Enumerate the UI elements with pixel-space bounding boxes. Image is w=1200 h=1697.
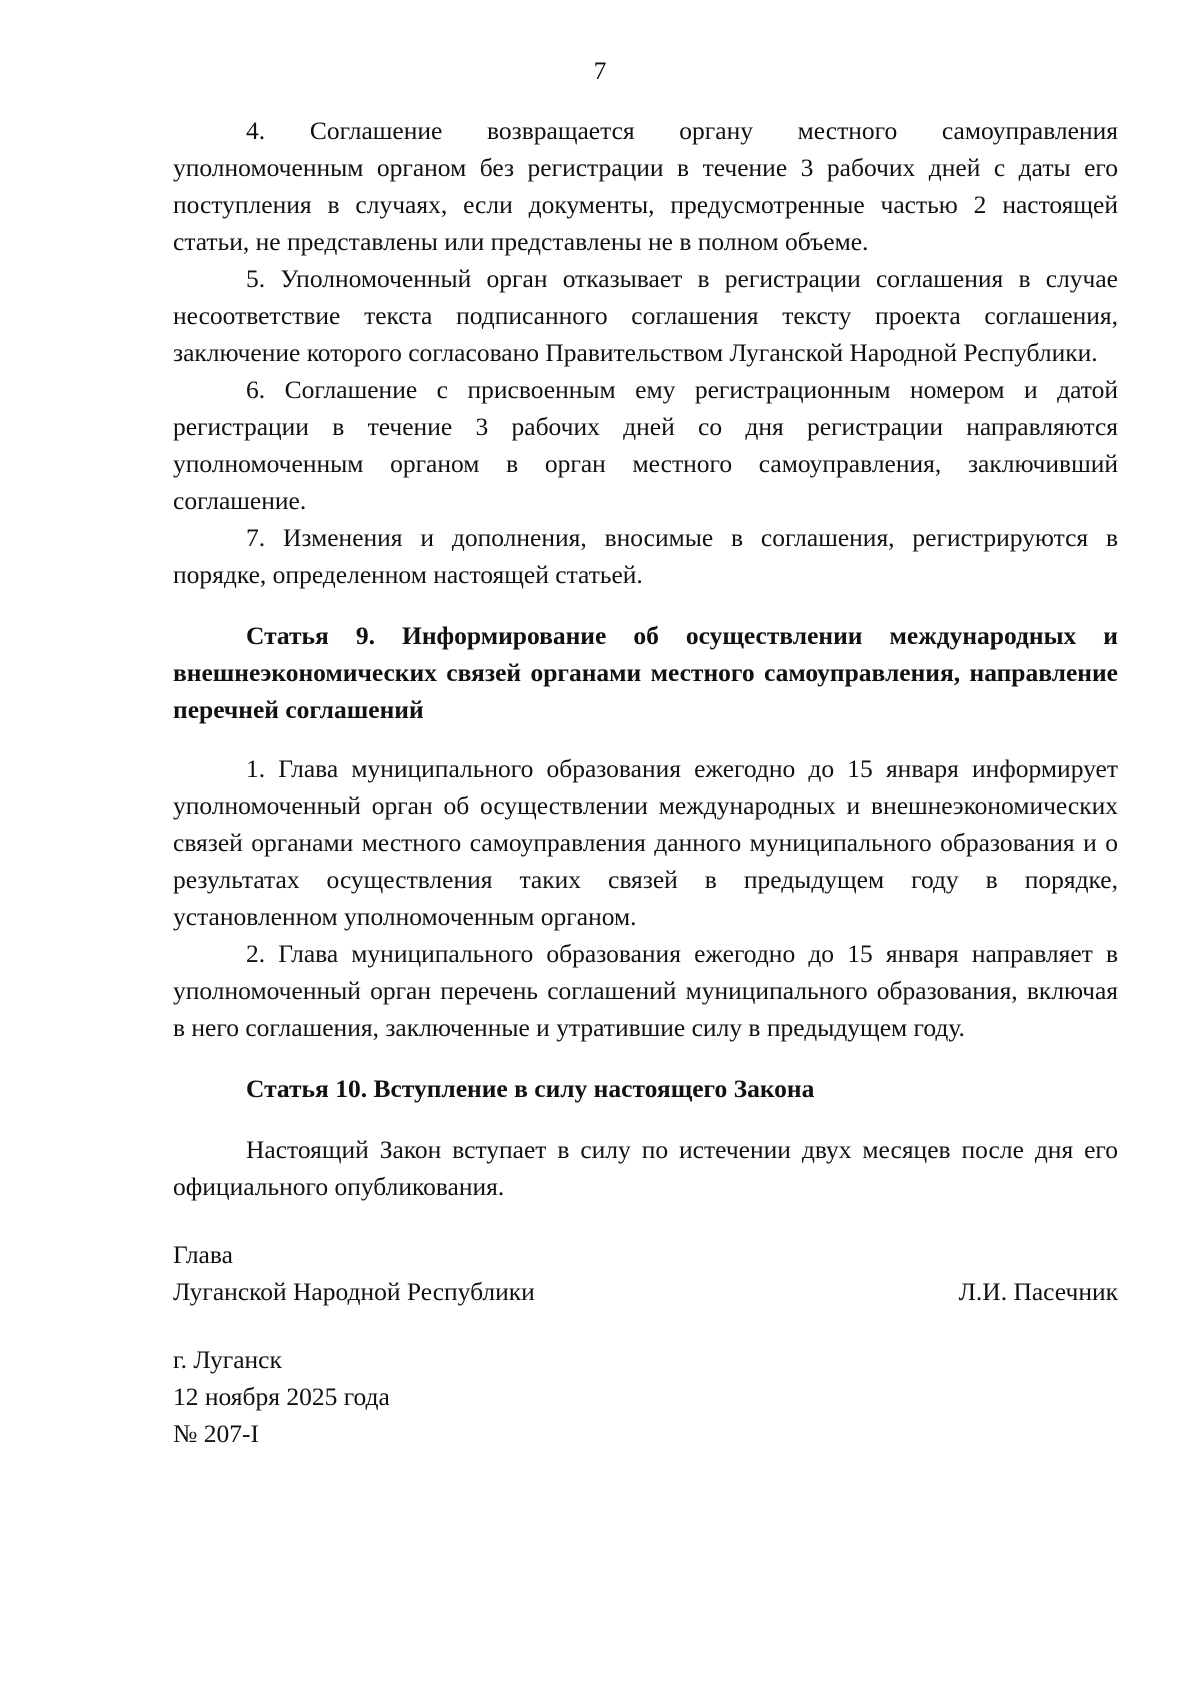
paragraph-art8-5: 5. Уполномоченный орган отказывает в регистрации соглашения в случае несоответствие текста подписанного соглашения тексту проекта соглашения, заключение которого согласовано Правительством Луганской Народной Республики.: [173, 264, 1118, 367]
law-number: № 207-I: [173, 1419, 259, 1448]
signatory-name: Л.И. Пасечник: [958, 1277, 1118, 1306]
paragraph-art10-1: Настоящий Закон вступает в силу по истечении двух месяцев после дня его официального опубликования.: [173, 1135, 1118, 1201]
article-9-heading: Статья 9. Информирование об осуществлении международных и внешнеэкономических связей органами местного самоуправления, направление перечней соглашений: [173, 621, 1118, 724]
paragraph-art8-7: 7. Изменения и дополнения, вносимые в соглашения, регистрируются в порядке, определенном настоящей статьей.: [173, 523, 1118, 589]
paragraph-art8-6: 6. Соглашение с присвоенным ему регистрационным номером и датой регистрации в течение 3 рабочих дней со дня регистрации направляются уполномоченным органом в орган местного самоуправления, заключивший соглашение.: [173, 375, 1118, 515]
document-body: [173, 112, 1118, 1452]
article-10-heading: Статья 10. Вступление в силу настоящего Закона: [246, 1074, 815, 1103]
signatory-organization: Луганской Народной Республики: [173, 1277, 535, 1306]
signature-block: [173, 1236, 1118, 1310]
signing-place: г. Луганск: [173, 1345, 282, 1374]
signatory-title: Глава: [173, 1240, 233, 1269]
signing-date: 12 ноября 2025 года: [173, 1382, 390, 1411]
paragraph-art9-1: 1. Глава муниципального образования ежегодно до 15 января информирует уполномоченный орган об осуществлении международных и внешнеэкономических связей органами местного самоуправления данного муниципального образования и о результатах осуществления таких связей в предыдущем году в порядке, установленном уполномоченным органом.: [173, 754, 1118, 931]
page-number: 7: [593, 56, 607, 85]
paragraph-art8-4: 4. Соглашение возвращается органу местного самоуправления уполномоченным органом без регистрации в течение 3 рабочих дней с даты его поступления в случаях, если документы, предусмотренные частью 2 настоящей статьи, не представлены или представлены не в полном объеме.: [173, 116, 1118, 256]
paragraph-art9-2: 2. Глава муниципального образования ежегодно до 15 января направляет в уполномоченный орган перечень соглашений муниципального образования, включая в него соглашения, заключенные и утратившие силу в предыдущем году.: [173, 939, 1118, 1042]
